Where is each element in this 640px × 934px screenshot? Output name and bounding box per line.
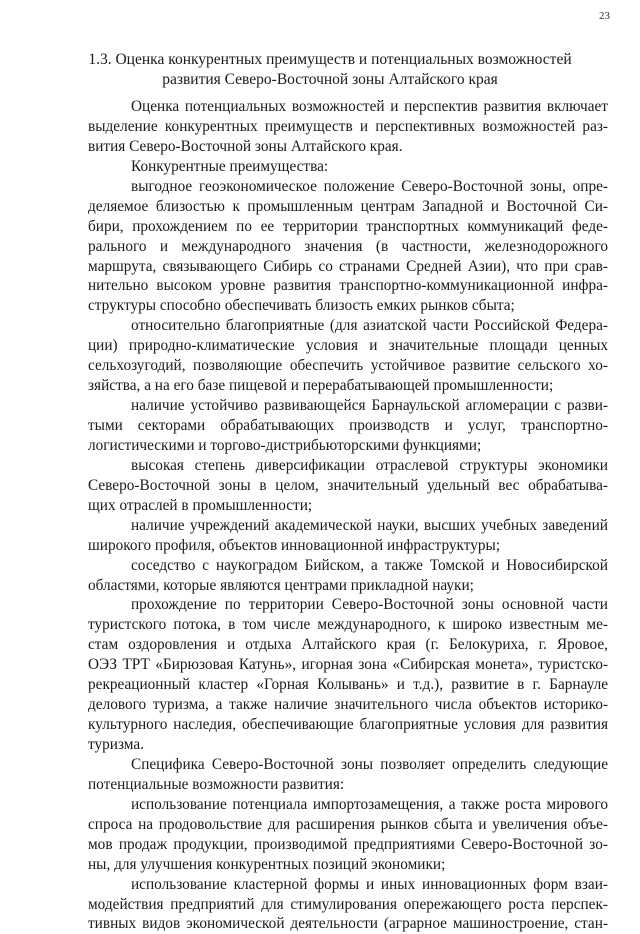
text-line: логистическими и торгово-дистрибьюторскими функциями;: [88, 436, 482, 454]
text-line: наличие учреждений академической науки, высших учебных заведений: [131, 516, 608, 534]
text-line: выделение конкурентных преимуществ и перспективных возможностей раз-: [88, 117, 608, 135]
text-line: спроса на продовольствие для расширения рынков сбыта и увеличения объе-: [88, 815, 608, 833]
text-line: Северо-Восточной зоны в целом, значительный удельный вес обрабатыва-: [88, 476, 608, 494]
text-line: тыми секторами обрабатывающих производств и услуг, транспортно-: [88, 417, 608, 434]
text-line: щих отраслей в промышленности;: [88, 496, 313, 514]
text-line: высокая степень диверсификации отраслевой структуры экономики: [131, 456, 608, 474]
text-line: ции) природно-климатические условия и значительные площади ценных: [88, 337, 608, 355]
text-line: структуры способно обеспечивать близость емких рынков сбыта;: [88, 297, 515, 315]
text-line: выгодное геоэкономическое положение Северо-Восточной зоны, опре-: [131, 177, 608, 195]
text-line: туризма.: [88, 736, 144, 753]
text-line: вития Северо-Восточной зоны Алтайского края.: [88, 137, 403, 155]
body-text: [88, 97, 608, 934]
text-line: тивных видов экономической деятельности (аграрное машиностроение, стан-: [88, 915, 608, 933]
text-line: туристского потока, в том числе международного, к широко известным ме-: [88, 616, 608, 634]
text-line: Оценка потенциальных возможностей и перспектив развития включает: [131, 98, 608, 115]
text-line: прохождение по территории Северо-Восточной зоны основной части: [131, 596, 608, 614]
text-line: сельхозугодий, позволяющие обеспечить устойчивое развитие сельского хо-: [88, 357, 608, 375]
text-line: зяйства, а на его базе пищевой и перерабатывающей промышленности;: [88, 377, 554, 395]
text-line: рального и международного значения (в частности, железнодорожного: [88, 237, 608, 255]
text-line: модействия предприятий для стимулирования опережающего роста перспек-: [88, 895, 608, 913]
text-line: соседство с наукоградом Бийском, а также Томской и Новосибирской: [131, 556, 608, 574]
text-line: маршрута, связывающего Сибирь со странами Средней Азии), что при срав-: [88, 257, 608, 275]
text-line: потенциальные возможности развития:: [88, 775, 345, 793]
text-line: использование кластерной формы и иных инновационных форм взаи-: [131, 875, 608, 893]
text-line: мов продаж продукции, производимой предприятиями Северо-Восточной зо-: [88, 835, 608, 853]
section-heading: [80, 50, 580, 90]
section-heading-line: развития Северо-Восточной зоны Алтайского края: [162, 71, 498, 88]
text-line: культурного наследия, обеспечивающие благоприятные условия для развития: [88, 716, 608, 734]
text-line: стам оздоровления и отдыха Алтайского края (г. Белокуриха, г. Яровое,: [88, 636, 608, 654]
text-line: деляемое близостью к промышленным центрам Западной и Восточной Си-: [88, 197, 608, 215]
text-line: Специфика Северо-Восточной зоны позволяет определить следующие: [131, 755, 608, 773]
text-line: рекреационный кластер «Горная Колывань» и т.д.), развитие в г. Барнауле: [88, 676, 608, 694]
text-line: бири, прохождением по ее территории транспортных коммуникаций феде-: [88, 217, 608, 235]
text-line: нительно высоком уровне развития транспортно-коммуникационной инфра-: [88, 277, 608, 295]
text-line: широкого профиля, объектов инновационной инфраструктуры;: [88, 536, 501, 554]
text-line: использование потенциала импортозамещения, а также роста мирового: [131, 795, 608, 813]
text-line: ны, для улучшения конкурентных позиций экономики;: [88, 855, 446, 873]
text-line: наличие устойчиво развивающейся Барнаульской агломерации с разви-: [131, 397, 608, 415]
text-line: ОЭЗ ТРТ «Бирюзовая Катунь», игорная зона «Сибирская монета», туристско-: [88, 656, 608, 674]
page-number: 23: [599, 10, 610, 22]
text-line: Конкурентные преимущества:: [131, 157, 329, 175]
section-heading-line: 1.3. Оценка конкурентных преимуществ и потенциальных возможностей: [88, 51, 572, 68]
text-line: областями, которые являются центрами прикладной науки;: [88, 576, 474, 594]
text-line: относительно благоприятные (для азиатской части Российской Федера-: [131, 317, 608, 335]
text-line: делового туризма, а также наличие значительного числа объектов историко-: [88, 696, 608, 714]
